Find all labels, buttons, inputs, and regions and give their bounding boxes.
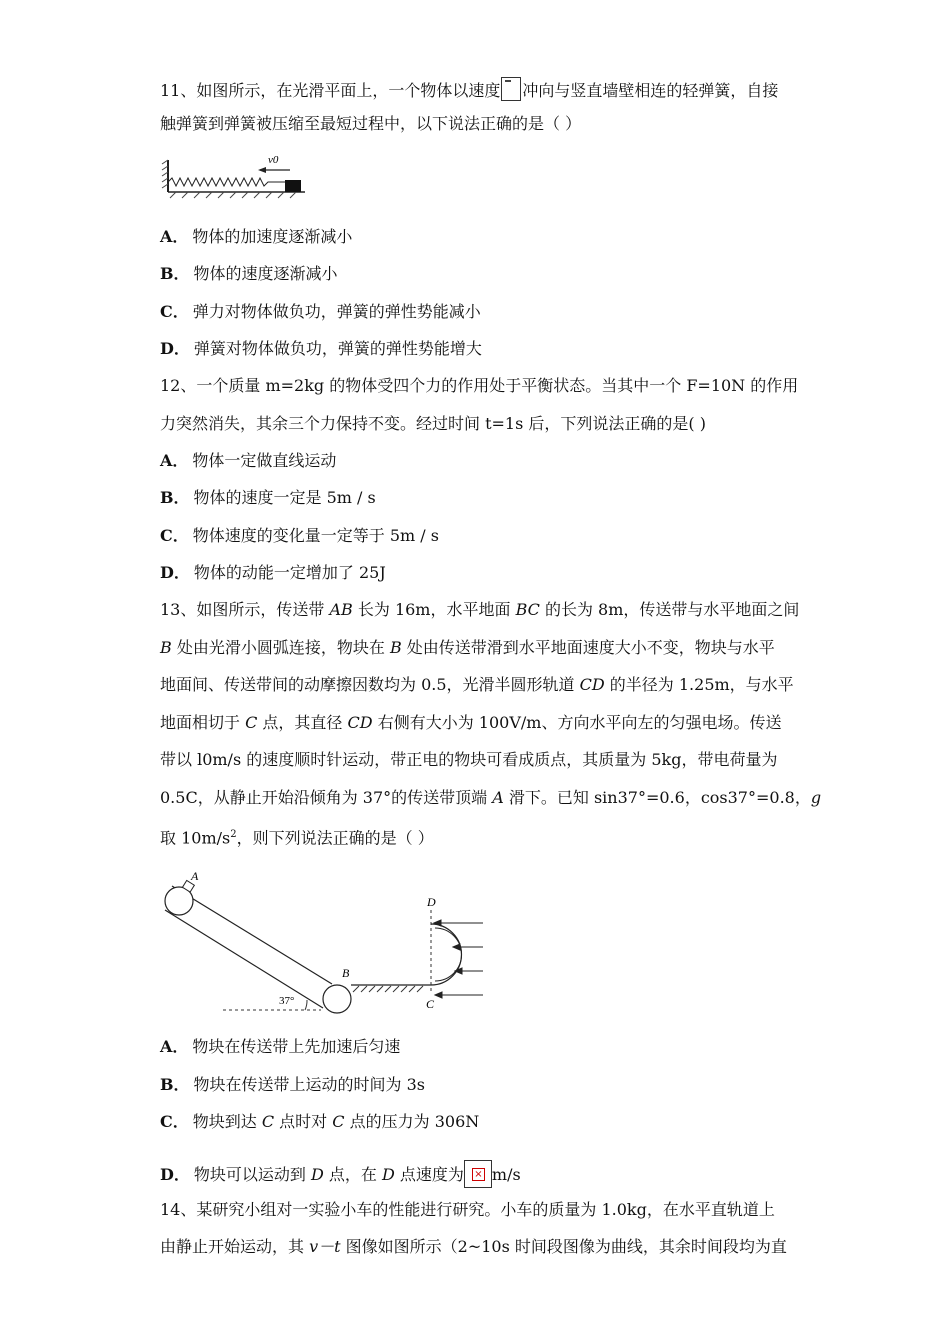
q12-line-1: 12、一个质量 m=2kg 的物体受四个力的作用处于平衡状态。当其中一个 F=10N 的作用 bbox=[160, 376, 799, 395]
q11-line-2: 触弹簧到弹簧被压缩至最短过程中，以下说法正确的是（ ） bbox=[160, 114, 582, 133]
q11-option-b[interactable]: B． 物体的速度逐渐减小 bbox=[160, 264, 338, 283]
angle-label: 37° bbox=[279, 995, 295, 1007]
q13-option-d[interactable]: D． 物块可以运动到 D 点，在 D 点速度为 × m/s bbox=[160, 1160, 521, 1188]
q13-line-6: 0.5C，从静止开始沿倾角为 37°的传送带顶端 A 滑下。已知 sin37°=0.6，cos37°=0.8，g bbox=[160, 788, 822, 807]
q13-conveyor-figure bbox=[155, 868, 500, 1018]
q13-option-a[interactable]: A． 物块在传送带上先加速后匀速 bbox=[160, 1037, 401, 1056]
broken-image-icon: × bbox=[464, 1160, 492, 1188]
q13-line-5: 带以 l0m/s 的速度顺时针运动，带正电的物块可看成质点，其质量为 5kg，带电荷量为 bbox=[160, 750, 778, 769]
q13-option-b[interactable]: B． 物块在传送带上运动的时间为 3s bbox=[160, 1075, 426, 1094]
q12-option-d[interactable]: D． 物体的动能一定增加了 25J bbox=[160, 563, 386, 582]
q13-line-3: 地面间、传送带间的动摩擦因数均为 0.5，光滑半圆形轨道 CD 的半径为 1.25m，与水平 bbox=[160, 675, 794, 694]
q12-line-2: 力突然消失，其余三个力保持不变。经过时间 t=1s 后，下列说法正确的是( ) bbox=[160, 414, 706, 433]
q13-line-4: 地面相切于 C 点，其直径 CD 右侧有大小为 100V/m、方向水平向左的匀强电场。传送 bbox=[160, 713, 782, 732]
q13-option-c[interactable]: C． 物块到达 C 点时对 C 点的压力为 306N bbox=[160, 1112, 480, 1131]
label-c: C bbox=[426, 997, 435, 1011]
velocity-v0-image-icon bbox=[501, 77, 521, 101]
bottom-roller bbox=[323, 985, 351, 1013]
q11-option-d[interactable]: D． 弹簧对物体做负功，弹簧的弹性势能增大 bbox=[160, 339, 482, 358]
q14-line-2: 由静止开始运动，其 v－t 图像如图所示（2~10s 时间段图像为曲线，其余时间段均为直 bbox=[160, 1237, 787, 1256]
spring bbox=[168, 178, 285, 186]
q14-line-1: 14、某研究小组对一实验小车的性能进行研究。小车的质量为 1.0kg，在水平直轨道上 bbox=[160, 1200, 775, 1219]
q11-option-c[interactable]: C． 弹力对物体做负功，弹簧的弹性势能减小 bbox=[160, 302, 481, 321]
q11-text-b: 冲向与竖直墙壁相连的轻弹簧，自接 bbox=[522, 81, 779, 100]
label-a: A bbox=[191, 869, 199, 883]
q11-line-1 bbox=[160, 77, 778, 101]
label-d: D bbox=[427, 895, 436, 909]
q11-spring-figure bbox=[160, 150, 310, 200]
semicircle-track bbox=[431, 924, 461, 985]
q13-line-1: 13、如图所示，传送带 AB 长为 16m，水平地面 BC 的长为 8m，传送带与水平地面之间 bbox=[160, 600, 800, 619]
q13-line-2: B 处由光滑小圆弧连接，物块在 B 处由传送带滑到水平地面速度大小不变，物块与水平 bbox=[160, 638, 775, 657]
q12-option-b[interactable]: B． 物体的速度一定是 5m / s bbox=[160, 488, 376, 507]
v0-label: v0 bbox=[268, 154, 279, 166]
label-b: B bbox=[342, 966, 350, 980]
q11-option-a[interactable]: A． 物体的加速度逐渐减小 bbox=[160, 227, 353, 246]
q12-option-c[interactable]: C． 物体速度的变化量一定等于 5m / s bbox=[160, 526, 439, 545]
q13-line-7: 取 $10m/s^2$，则下列说法正确的是（ ） bbox=[160, 828, 434, 848]
field-arrows bbox=[434, 920, 483, 998]
q11-text-a: 11、如图所示，在光滑平面上，一个物体以速度 bbox=[160, 81, 501, 100]
q12-option-a[interactable]: A． 物体一定做直线运动 bbox=[160, 451, 337, 470]
block bbox=[285, 180, 301, 192]
